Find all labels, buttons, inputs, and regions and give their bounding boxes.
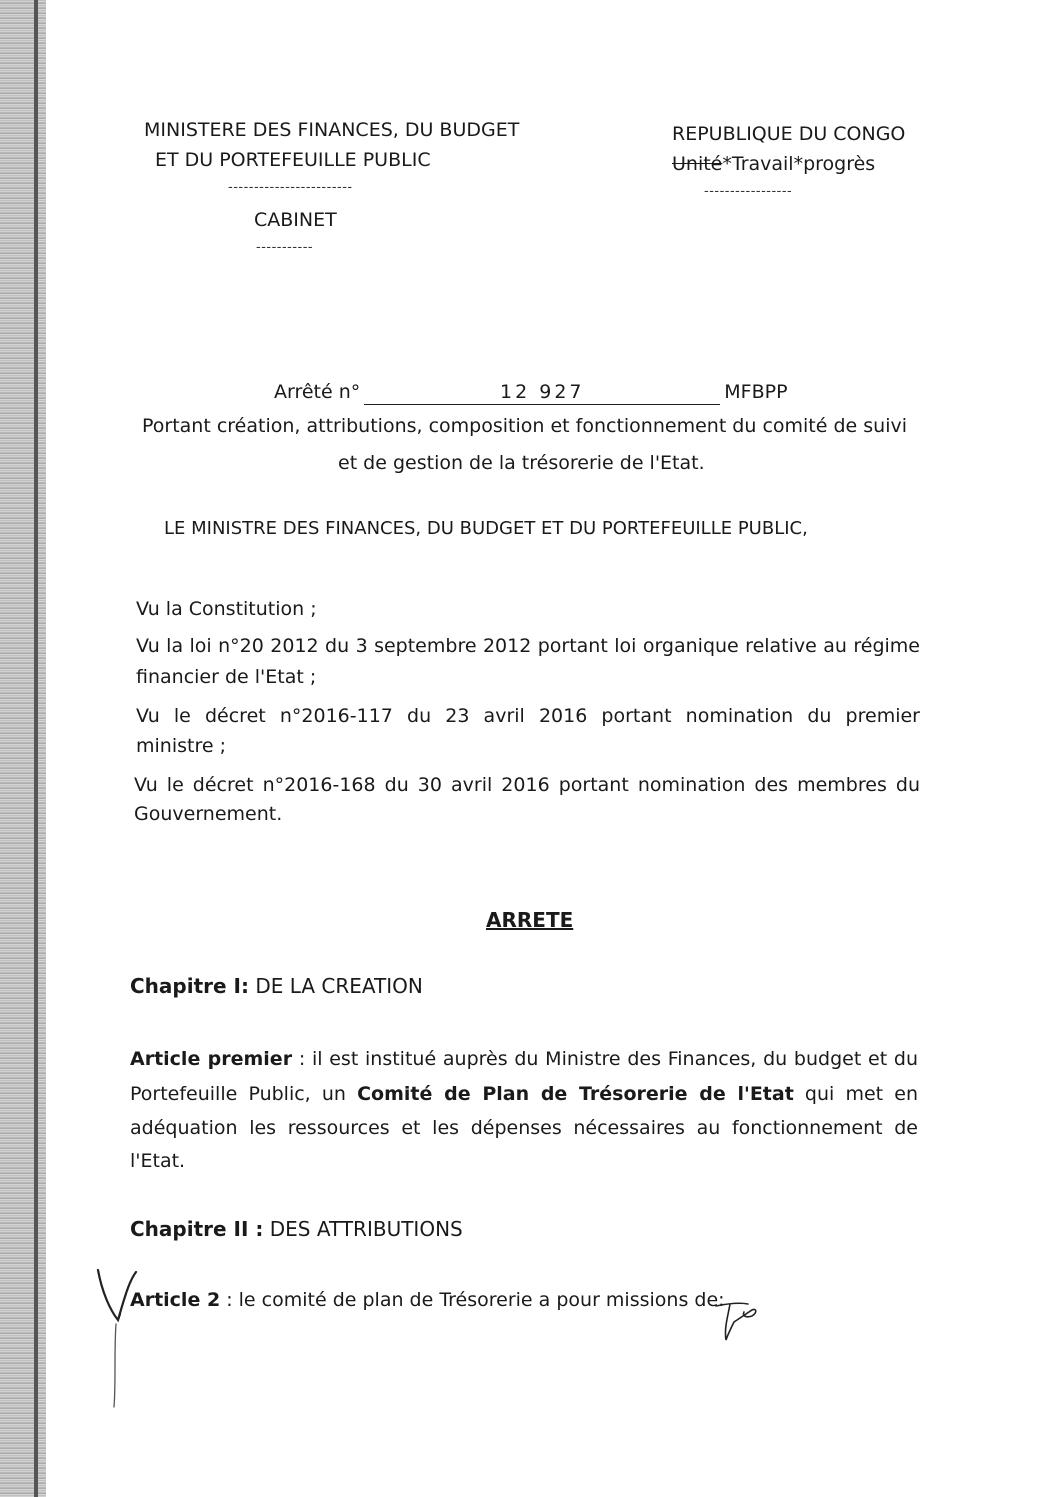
- chapter-2-label: Chapitre II :: [130, 1217, 264, 1241]
- ministry-separator: ------------------------: [228, 180, 353, 195]
- article-1-line3: adéquation les ressources et les dépenses nécessaires au fonctionnement de: [130, 1117, 918, 1139]
- scan-edge: [0, 0, 46, 1497]
- article-1-line1: Article premier : il est institué auprès du Ministre des Finances, du budget et du: [130, 1048, 918, 1070]
- handwritten-paraph-mark: [712, 1296, 762, 1346]
- article-1-line2: Portefeuille Public, un Comité de Plan de Trésorerie de l'Etat qui met en: [130, 1083, 918, 1105]
- chapter-1-heading: [130, 972, 423, 1001]
- chapter-1-title: DE LA CREATION: [255, 974, 423, 998]
- handwritten-initial-mark: [90, 1262, 150, 1412]
- article-2-text: : le comité de plan de Trésorerie a pour missions de:: [220, 1289, 725, 1311]
- republic-name: REPUBLIQUE DU CONGO: [672, 123, 906, 145]
- minister-heading: LE MINISTRE DES FINANCES, DU BUDGET ET DU PORTEFEUILLE PUBLIC,: [164, 518, 808, 539]
- consideration-law-line2: financier de l'Etat ;: [136, 666, 317, 688]
- republic-separator: -----------------: [704, 184, 793, 199]
- consideration-law-line1: Vu la loi n°20 2012 du 3 septembre 2012 portant loi organique relative au régime: [136, 635, 920, 657]
- consideration-decree1-line2: ministre ;: [136, 735, 226, 757]
- decree-number-line: [274, 378, 788, 407]
- decree-prefix: Arrêté n°: [274, 381, 361, 403]
- consideration-decree2-line2: Gouvernement.: [134, 803, 283, 825]
- cabinet-separator: -----------: [256, 240, 314, 255]
- consideration-decree1-line1: Vu le décret n°2016-117 du 23 avril 2016 portant nomination du premier: [136, 705, 920, 727]
- decree-suffix: MFBPP: [724, 381, 788, 403]
- consideration-constitution: Vu la Constitution ;: [136, 598, 317, 620]
- national-motto: [672, 150, 875, 179]
- decree-number: 12 927: [364, 380, 720, 405]
- consideration-decree2-line1: Vu le décret n°2016-168 du 30 avril 2016 portant nomination des membres du: [134, 774, 920, 796]
- motto-first-word: Unité: [672, 153, 723, 175]
- chapter-2-heading: [130, 1215, 463, 1244]
- chapter-1-label: Chapitre I:: [130, 974, 249, 998]
- article-2-line: [130, 1286, 725, 1315]
- decree-subject-line1: Portant création, attributions, composition et fonctionnement du comité de suivi: [142, 415, 908, 437]
- chapter-2-title: DES ATTRIBUTIONS: [269, 1217, 463, 1241]
- article-1-label: Article premier: [130, 1048, 293, 1070]
- motto-rest: *Travail*progrès: [722, 153, 876, 175]
- ministry-name-line2: ET DU PORTEFEUILLE PUBLIC: [155, 149, 431, 171]
- committee-name: Comité de Plan de Trésorerie de l'Etat: [357, 1083, 794, 1105]
- decree-subject-line2: et de gestion de la trésorerie de l'Etat.: [338, 452, 705, 474]
- cabinet-label: CABINET: [254, 209, 337, 231]
- article-2-label: Article 2: [130, 1289, 221, 1311]
- arrete-heading: ARRETE: [486, 908, 574, 932]
- article-1-line4: l'Etat.: [130, 1150, 186, 1172]
- ministry-name-line1: MINISTERE DES FINANCES, DU BUDGET: [144, 119, 520, 141]
